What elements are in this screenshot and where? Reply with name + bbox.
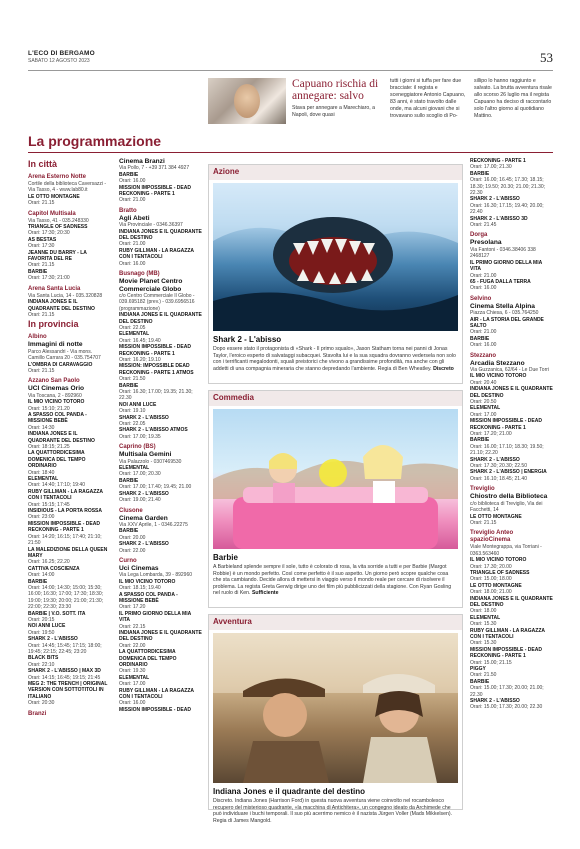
cinema-address: Via Tasso, 41 - 035.248330 [28,217,89,224]
film-title: SHARK 2 - L'ABISSO [470,196,520,203]
listings-column-2 [119,158,203,713]
cinema-name: UCI Cinemas Orio [28,385,85,393]
cinema-name: Cinema Branzi [119,158,165,165]
cinema-name: Immagini di notte [28,341,83,349]
region-heading: In provincia [28,319,79,330]
showtimes: Orari: 17.00 [119,681,146,688]
showtimes: Orari: 18.15; 19.40 [119,585,161,592]
showtimes: Orari: 18.00 [470,608,497,615]
film-title: BARBIE [119,528,139,535]
town-name: Arena Esterno Notte [28,174,87,180]
cinema-address: Via Fantoni - 0346.38406 338 2468127 [470,246,536,260]
town-name: Branzi [28,710,47,717]
article-headline: Capuano rischia di annegare: salvo [292,78,379,102]
cinema-address: Cortile della biblioteca Caversazzi - Via Tasso, 4 - www.lab80.it [28,181,107,194]
showtimes: Orari: 16.10; 18.45; 21.40 [470,475,527,482]
review-description: Dopo essere stato il protagonista di «Shark - Il primo squalo», Jason Statham torna nei panni di Jonas Taylor, l'eroico esperto di salvataggi subacquei. Stavolta lui e la sua squadra dovranno vedersela non solo con i terrificanti megalodonti, squali preistorici che vivono a grandissime profondità, ma anche con gli addetti di una compagnia mineraria che stanno depredando l'ambiente. Regia di Ben Wheatley. Discreto [213,346,456,372]
film-title: SHARK 2 - L'ABISSO 3D [470,215,528,222]
showtimes: Orari: 23:00 [28,514,55,521]
review-box-avventura [208,614,463,824]
showtimes: Orari: 21.00 [470,329,497,336]
cinema-name: Arcadia Stezzano [470,359,525,367]
town-name: Albino [28,334,47,341]
review-genre-tag: Azione [213,167,240,176]
film-title: ELEMENTAL [470,405,501,412]
film-title: RUBY GILLMAN - LA RAGAZZA CON I TENTACOLI [119,247,194,261]
showtimes: Orari: 17:30; 20:30 [28,230,70,237]
film-title: IL MIO VICINO TOTORO [470,557,527,564]
listings-column-1 [28,158,110,718]
showtimes: Orari: 16.00 [470,342,497,349]
showtimes: Orari: 16.00 [470,285,497,292]
film-title: IL MIO VICINO TOTORO [119,578,176,585]
film-title: BARBIE [28,578,48,585]
showtimes: Orari: 15.00; 21.15 [470,659,512,666]
article-column-3: sillipo lo hanno raggiunto e salvato. La brutta avventura risale allo scorso 26 luglio ma il regista Capuano ha deciso di raccontarlo solo l'altro giorno al quotidiano Mattino. [474,78,552,119]
film-title: INDIANA JONES E IL QUADRANTE DEL DESTINO [470,595,553,608]
listings-column-4 [470,158,553,711]
film-title: CATTIVA COSCIENZA [28,565,80,572]
section-title: La programmazione [28,133,162,149]
town-name: Treviglio [470,486,495,493]
showtimes: Orari: 20.40 [470,379,497,386]
film-title: RUBY GILLMAN - LA RAGAZZA CON I TENTACOLI [28,488,103,502]
town-name: Bratto [119,207,137,214]
showtimes: Orari: 22.05 [119,324,146,331]
showtimes: Orari: 22.05 [119,421,146,428]
showtimes: Orari: 15.30 [470,621,497,628]
film-title: ELEMENTAL [119,331,150,338]
film-title: AIR - LA STORIA DEL GRANDE SALTO [470,316,544,329]
showtimes: Orari: 14:00; 14:30; 15:00; 15:30; 16:00; 16:30; 17:00; 17:30; 18:30; 19:00; 19:30; 20:00; 21:00; 21:30; 22:00; 22:30; 23:30 [28,584,104,611]
showtimes: Orari: 17.00; 19.35 [119,433,161,440]
cinema-address: Via Toscana, 2 - 892960 [28,392,82,399]
film-title: SHARK 2 - L'ABISSO ATMOS [119,427,188,434]
review-rating: Sufficiente [251,590,279,597]
showtimes: Orari: 14:40; 17:10; 19:40 [28,482,85,489]
showtimes: Orari: 21.00 [119,241,146,248]
film-title: RUBY GILLMAN - LA RAGAZZA CON I TENTACOLI [470,627,545,640]
showtimes: Orari: 17.20; 21.00 [470,431,512,438]
showtimes: Orari: 14:15; 16:45; 19:15; 21:45 [28,674,101,681]
film-title: LA QUATTORDICESIMA DOMENICA DEL TEMPO ORDINARIO [119,649,177,669]
cinema-name: Multisala Gemini [119,451,172,459]
showtimes: Orari: 22.15 [119,623,146,630]
showtimes: Orari: 21.50 [470,672,497,679]
town-name: Clusone [119,507,143,514]
news-article [208,76,553,128]
cinema-address: Viale Montegrappa, via Torriani - 0363.563460 [470,544,542,557]
showtimes: Orari: 19:50 [28,629,55,636]
film-title: MISSION IMPOSSIBLE - DEAD RECKONING - PARTE 1 [119,344,191,357]
town-name: Arena Santa Lucia [28,285,81,292]
showtimes: Orari: 17.00; 21.30 [470,164,512,171]
issue-date: SABATO 12 AGOSTO 2023 [28,58,90,64]
cinema-address: Via Provinciale - 0346.36397 [119,222,183,229]
showtimes: Orari: 21.15 [28,200,55,207]
barbie-movie-still [213,409,458,549]
review-description: A Barbieland splende sempre il sole, tutto è colorato di rosa, la vita sorride a tutti e per Barbie (Margot Robbie) è un mondo perfetto. Così come perfetto è il suo aspetto. Un giorno però scopre qualche cosa che sta cambiando. Decide allora di mettersi in viaggio verso il mondo reale per cercare di risolvere il problema. La regista Greta Gerwig dirige uno dei film più pubblicizzati della stagione. Con Ryan Gosling nel ruolo di Ken. Sufficiente [213,564,452,597]
town-name: Busnago (MB) [119,271,160,278]
showtimes: Orari: 17.00 [470,411,497,418]
article-lead: Stava per annegare a Marechiaro, a Napoli, dove quasi [292,105,376,118]
film-title: BARBIE [470,437,490,444]
article-photo [208,78,286,124]
film-title: INDIANA JONES E IL QUADRANTE DEL DESTINO [28,431,95,444]
region-heading: In città [28,159,58,169]
film-title: NOI ANNI LUCE [28,623,66,630]
showtimes: Orari: 18:15; 21.25 [28,444,70,450]
film-title: ELEMENTAL [119,465,150,472]
film-title: BARBIE [119,171,139,178]
showtimes: Orari: 14:45; 15:45; 17:15; 18:00; 19:45; 22:15; 22:45; 23:20 [28,642,102,655]
review-tag-bar [209,165,462,180]
showtimes: Orari: 17.00; 20.30 [119,471,161,478]
showtimes: Orari: 22:10 [28,661,55,668]
showtimes: Orari: 21.45 [470,222,497,229]
film-title: A SPASSO COL PANDA - MISSIONE BEBÈ [119,591,178,604]
review-box-azione [208,164,463,384]
film-title: PIGGY [470,666,486,673]
showtimes: Orari: 16.00 [119,700,146,707]
town-name: Capitol Multisala [28,210,76,217]
film-title: INDIANA JONES E IL QUADRANTE DEL DESTINO [470,386,553,399]
film-title: BARBIE [470,678,490,685]
showtimes: Orari: 14:20; 16:15; 17:40; 21:10; 21:50 [28,533,102,547]
film-title: SHARK 2 - L'ABISSO | ENERGIA [470,469,547,476]
film-title: IL MIO VICINO TOTORO [28,399,85,406]
showtimes: Orari: 21.15 [28,311,55,318]
film-title: TRIANGLE OF SADNESS [28,224,88,231]
town-name: Dorga [470,232,488,239]
film-title: LE OTTO MONTAGNE [470,513,522,520]
film-title: BARBIE [470,170,490,177]
review-film-title: Shark 2 - L'abisso [213,335,282,344]
review-film-title: Barbie [213,553,238,562]
film-title: AS BESTAS [28,236,57,243]
showtimes: Orari: 17.00; 17.40; 19.45; 21.00 [119,484,192,491]
showtimes: Orari: 19.00; 21.40 [119,497,161,504]
showtimes: Orari: 16.30; 17.00; 19.35; 21.30; 22.30 [119,389,193,402]
film-title: ELEMENTAL [119,674,150,681]
showtimes: Orari: 22.00 [119,547,146,554]
cinema-name: Agli Abeti [119,214,150,222]
showtimes: Orari: 16.00; 17.10; 18.30; 19.50; 21.10; 22.20 [470,443,544,457]
cinema-address: Via XXV Aprile, 1 - 0346.22275 [119,521,188,528]
film-title: INDIANA JONES E IL QUADRANTE DEL DESTINO [119,228,202,242]
showtimes: Orari: 20:15 [28,616,55,623]
showtimes: Orari: 21.00 [119,197,146,204]
review-rating: Discreto [433,365,454,372]
film-title: BARBIE [28,268,48,275]
town-name: Caprino (BS) [119,444,156,451]
film-title: BARBIE [470,335,490,342]
film-title: 65 - FUGA DALLA TERRA [470,278,531,285]
cinema-name: Uci Cinemas [119,564,159,572]
film-title: IL PRIMO GIORNO DELLA MIA VITA [470,259,543,273]
cinema-address: Parco Alessandri - Via mons. Camillo Carrara 20 - 035.754707 [28,348,101,362]
film-title: ELEMENTAL [470,614,501,621]
shark-movie-still [213,183,458,331]
showtimes: Orari: 15.00; 17.30; 20.00; 21.00; 22.30 [470,685,544,698]
film-title: INSIDIOUS - LA PORTA ROSSA [28,508,102,515]
showtimes: Orari: 15.00; 17.30; 20.00; 22.30 [470,704,543,711]
showtimes: Orari: 17.30; 20.00 [470,563,512,570]
film-title: BARBIE [119,382,139,389]
showtimes: Orari: 21.15 [28,367,55,374]
film-title: JEANNE DU BARRY - LA FAVORITA DEL RE [28,249,87,263]
showtimes: Orari: 17:30; 21:00 [28,275,70,282]
film-title: TRIANGLE OF SADNESS [470,569,530,576]
showtimes: Orari: 15:10; 21.20 [28,405,70,412]
film-title: MISSION IMPOSSIBLE - DEAD RECKONING - PARTE 1 [470,646,542,660]
review-film-title: Indiana Jones e il quadrante del destino [213,787,366,796]
publication-name: L'ECO DI BERGAMO [28,50,95,57]
film-title: MISSION IMPOSSIBLE - DEAD RECKONING - PARTE 1 [28,520,100,534]
showtimes: Orari: 16.00 [119,178,146,185]
review-box-commedia [208,390,463,608]
film-title: LA QUATTORDICESIMA DOMENICA DEL TEMPO ORDINARIO [28,450,86,470]
cinema-address: Via Santa Lucia, 14 - 035.320828 [28,292,103,299]
indiana-jones-movie-still [213,633,458,783]
film-title: LA MALEDIZIONE DELLA QUEEN MARY [28,546,108,559]
film-title: RUBY GILLMAN - LA RAGAZZA CON I TENTACOLI [119,687,194,701]
showtimes: Orari: 16.45; 19.40 [119,337,161,344]
showtimes: Orari: 22.00 [119,642,146,649]
showtimes: Orari: 20.50 [470,399,497,405]
showtimes: Orari: 17:30 [28,243,55,250]
film-title: RECKONING - PARTE 1 [470,158,526,164]
showtimes: Orari: 21.00 [470,272,497,279]
review-description: Discreto. Indiana Jones (Harrison Ford) in questa nuova avventura viene coinvolto nel rocambolesco recupero del misterioso quadrante, «la macchina di Antichitera», un congegno ideato da Archimede che può individuare i buchi temporali. Il suo più acerrimo nemico è il nazista Jürgen Voller (Mads Mikkelsen). Regia di James Mangold. [213,798,453,824]
showtimes: Orari: 21.15 [470,519,497,526]
town-name: Treviglio Anteo spazioCinema [470,530,514,544]
film-title: BARBIE [119,477,139,484]
showtimes: Orari: 20.00 [119,534,146,541]
town-name: Stezzano [470,352,497,359]
cinema-address: Via Pollo, 7 - +39 371 384 4927 [119,165,190,172]
section-divider [28,152,553,153]
header-divider [28,70,553,71]
film-title: BLACK BITS [28,655,59,662]
film-title: INDIANA JONES E IL QUADRANTE DEL DESTINO [28,299,95,312]
cinema-name: Chiostro della Biblioteca [470,493,548,501]
cinema-address: Via Guzzanica, 62/64 - Le Due Torri [470,366,550,373]
showtimes: Orari: 15:15; 17:45 [28,501,70,508]
film-title: SHARK 2 - L'ABISSO [119,414,169,421]
showtimes: Orari: 19.10 [119,408,146,415]
cinema-name: Cinema Garden [119,514,168,522]
showtimes: Orari: 16.20; 19.10 [119,356,161,363]
film-title: SHARK 2 - L'ABISSO | MAX 3D [28,668,101,675]
film-title: SHARK 2 - L'ABISSO [470,456,520,463]
film-title: NOI ANNI LUCE [119,401,157,408]
film-title: MISSION IMPOSSIBLE - DEAD RECKONING - PARTE 1 [470,418,542,431]
film-title: MISSION IMPOSSIBLE - DEAD RECKONING - PARTE 1 [119,184,191,198]
film-title: MEG 2: THE TRENCH | ORIGINAL VERSION CON SOTTOTITOLI IN ITALIANO [28,681,108,700]
cinema-address: Via Lega Lombarda, 39 - 892960 [119,572,193,579]
showtimes: Orari: 14:30 [28,424,55,431]
film-title: A SPASSO COL PANDA - MISSIONE BEBÈ [28,411,87,425]
film-title: L'OMBRA DI CARAVAGGIO [28,361,93,368]
showtimes: Orari: 18:40 [28,469,55,476]
film-title: SHARK 2 - L'ABISSO [119,490,169,497]
page-header [28,50,553,70]
showtimes: Orari: 19.30 [119,668,146,675]
showtimes: Orari: 18.00; 21.00 [470,589,512,596]
cinema-name: Presolana [470,239,502,247]
showtimes: Orari: 21.15 [28,262,55,269]
cinema-address: Via Palazzolo - 0307469530 [119,458,182,465]
cinema-name: Movie Planet Centro Commerciale Globo [119,278,183,293]
film-title: INDIANA JONES E IL QUADRANTE DEL DESTINO [119,630,202,643]
article-column-2: tutti i giorni si tuffa per fare due bracciate: il regista e sceneggiatore Antonio Capuano, 83 anni, è stato travolto dalle onde, ma alcuni giovani che si trovavano sullo scoglio di Po- [390,78,466,119]
film-title: LE OTTO MONTAGNE [470,582,522,589]
showtimes: Orari: 15.00; 18.00 [470,576,512,583]
showtimes: Orari: 17.20 [119,604,146,611]
town-name: Curno [119,557,137,564]
film-title: SHARK 2 - L'ABISSO [28,636,78,643]
film-title: MISSION IMPOSSIBLE - DEAD [119,706,191,713]
page-number: 53 [540,50,553,65]
showtimes: Orari: 20:30 [28,700,55,707]
showtimes: Orari: 17.30; 20.30; 22.50 [470,463,527,470]
town-name: Selvino [470,295,492,302]
cinema-address: c/o biblioteca di Treviglio, Via dei Facchetti, 14 [470,500,543,514]
film-title: IL PRIMO GIORNO DELLA MIA VITA [119,610,192,624]
film-title: IL MIO VICINO TOTORO [470,373,527,380]
showtimes: Orari: 16.00; 16.45; 17.30; 18.15; 18.30; 19.50; 20.30; 21.00; 21.30; 22.30 [470,177,546,197]
showtimes: Orari: 14:00 [28,572,55,579]
film-title: ELEMENTAL [28,476,59,483]
film-title: MISSION: IMPOSSIBLE DEAD RECKONING - PARTE 1 ATMOS [119,363,194,376]
showtimes: Orari: 16.30; 17.15; 19.40; 20.00; 22.40 [470,202,544,216]
film-title: INDIANA JONES E IL QUADRANTE DEL DESTINO [119,312,202,325]
review-genre-tag: Avventura [213,617,252,626]
cinema-name: Cinema Stella Alpina [470,302,535,310]
review-genre-tag: Commedia [213,393,254,402]
town-name: Azzano San Paolo [28,378,80,385]
showtimes: Orari: 16.00 [119,260,146,267]
showtimes: Orari: 21.50 [119,376,146,383]
showtimes: Orari: 16.25; 22.20 [28,559,70,566]
cinema-address: c/o Centro Commerciale Il Globo - 039.695182 (prev.) - 039.6956516 (programmazione) [119,292,195,312]
film-title: SHARK 2 - L'ABISSO [119,541,169,548]
cinema-address: Piazza Chiesa, 6 - 035.764250 [470,310,539,317]
showtimes: Orari: 15.30 [470,640,497,647]
film-title: SHARK 2 - L'ABISSO [470,698,520,705]
film-title: LE OTTO MONTAGNE [28,193,80,200]
film-title: BARBIE | V.O. SOTT. ITA [28,610,86,617]
